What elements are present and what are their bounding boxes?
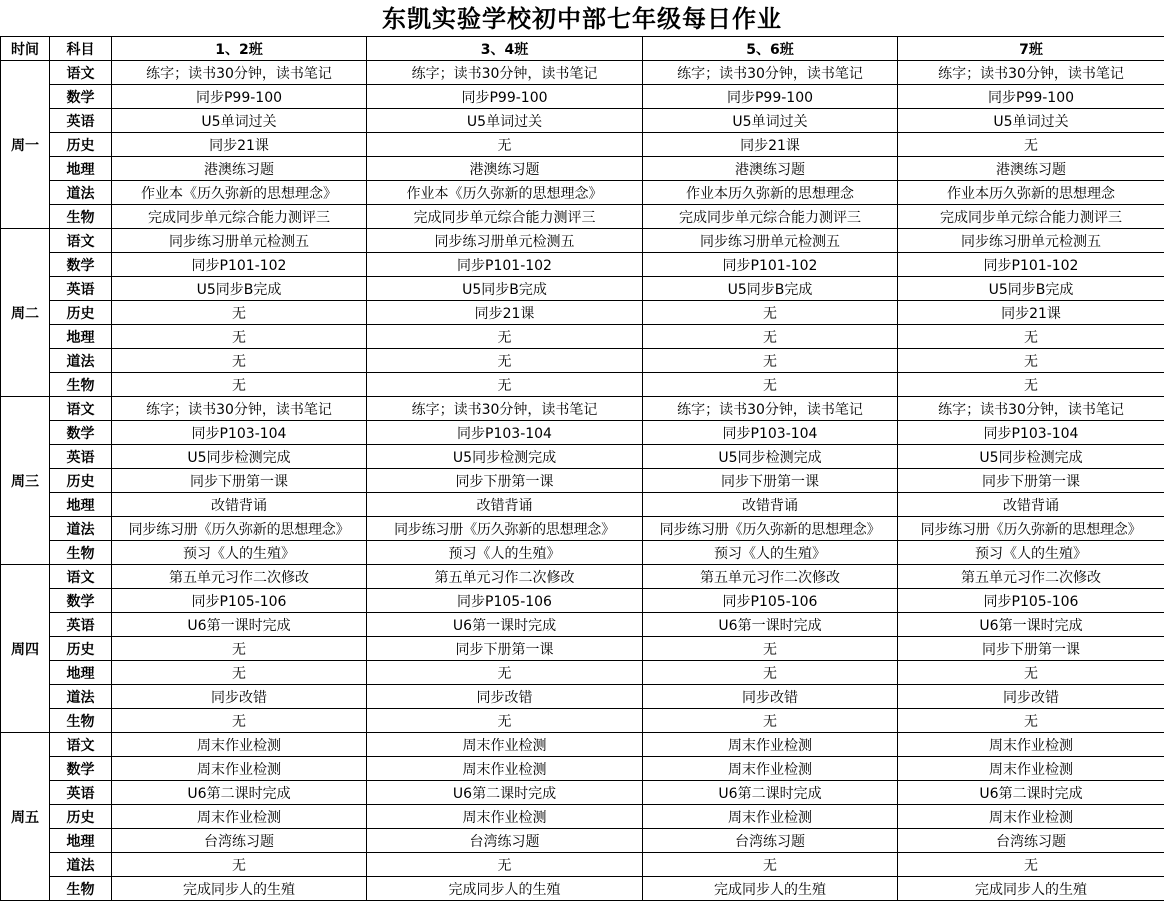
homework-cell: U5同步B完成	[112, 277, 367, 301]
homework-cell: 无	[112, 349, 367, 373]
table-row	[1, 181, 1164, 205]
homework-cell: 练字；读书30分钟，读书笔记	[898, 397, 1164, 421]
homework-cell: 无	[898, 349, 1164, 373]
day-label: 周四	[1, 565, 50, 733]
homework-cell: 同步练习册《历久弥新的思想理念》	[898, 517, 1164, 541]
homework-cell: 无	[112, 373, 367, 397]
homework-cell: 周末作业检测	[643, 757, 898, 781]
homework-cell: U5同步B完成	[898, 277, 1164, 301]
table-row	[1, 325, 1164, 349]
homework-cell: 无	[643, 301, 898, 325]
homework-cell: 台湾练习题	[643, 829, 898, 853]
homework-cell: U6第二课时完成	[112, 781, 367, 805]
subject-label: 道法	[50, 181, 112, 205]
homework-cell: 作业本历久弥新的思想理念	[643, 181, 898, 205]
homework-cell: 周末作业检测	[367, 757, 643, 781]
subject-label: 数学	[50, 253, 112, 277]
subject-label: 历史	[50, 301, 112, 325]
homework-cell: 无	[367, 325, 643, 349]
table-row	[1, 421, 1164, 445]
homework-cell: 改错背诵	[643, 493, 898, 517]
table-row	[1, 445, 1164, 469]
table-row	[1, 493, 1164, 517]
homework-cell: 无	[367, 853, 643, 877]
table-row	[1, 397, 1164, 421]
homework-cell: 无	[643, 637, 898, 661]
homework-cell: 周末作业检测	[112, 805, 367, 829]
homework-cell: 练字；读书30分钟，读书笔记	[112, 61, 367, 85]
homework-cell: 同步P103-104	[898, 421, 1164, 445]
homework-cell: 预习《人的生殖》	[643, 541, 898, 565]
day-label: 周三	[1, 397, 50, 565]
homework-cell: 预习《人的生殖》	[898, 541, 1164, 565]
homework-cell: 练字；读书30分钟，读书笔记	[898, 61, 1164, 85]
homework-cell: 同步下册第一课	[643, 469, 898, 493]
homework-cell: 练字；读书30分钟，读书笔记	[367, 397, 643, 421]
homework-cell: 同步练习册《历久弥新的思想理念》	[367, 517, 643, 541]
homework-cell: 同步练习册《历久弥新的思想理念》	[112, 517, 367, 541]
table-row	[1, 469, 1164, 493]
subject-label: 数学	[50, 421, 112, 445]
table-row	[1, 157, 1164, 181]
subject-label: 语文	[50, 733, 112, 757]
subject-label: 生物	[50, 877, 112, 901]
homework-cell: 作业本《历久弥新的思想理念》	[112, 181, 367, 205]
subject-label: 英语	[50, 613, 112, 637]
homework-cell: U6第一课时完成	[898, 613, 1164, 637]
homework-cell: 无	[112, 661, 367, 685]
table-row	[1, 517, 1164, 541]
homework-cell: 完成同步人的生殖	[112, 877, 367, 901]
homework-cell: 练字；读书30分钟，读书笔记	[367, 61, 643, 85]
homework-cell: 无	[112, 325, 367, 349]
subject-label: 生物	[50, 373, 112, 397]
homework-cell: U5单词过关	[112, 109, 367, 133]
homework-cell: U5同步检测完成	[898, 445, 1164, 469]
header-time: 时间	[1, 37, 50, 61]
homework-cell: 无	[112, 853, 367, 877]
subject-label: 英语	[50, 277, 112, 301]
homework-cell: 同步P101-102	[643, 253, 898, 277]
homework-cell: 台湾练习题	[112, 829, 367, 853]
subject-label: 生物	[50, 205, 112, 229]
subject-label: 道法	[50, 349, 112, 373]
homework-cell: 无	[898, 661, 1164, 685]
homework-cell: 无	[367, 709, 643, 733]
homework-cell: 同步下册第一课	[367, 469, 643, 493]
header-class-5-6: 5、6班	[643, 37, 898, 61]
homework-cell: 无	[898, 709, 1164, 733]
homework-cell: 港澳练习题	[367, 157, 643, 181]
homework-cell: 无	[643, 325, 898, 349]
subject-label: 生物	[50, 541, 112, 565]
homework-cell: 同步P105-106	[643, 589, 898, 613]
homework-cell: 预习《人的生殖》	[367, 541, 643, 565]
homework-table	[0, 36, 1164, 901]
homework-cell: 同步下册第一课	[898, 469, 1164, 493]
homework-cell: 作业本历久弥新的思想理念	[898, 181, 1164, 205]
subject-label: 数学	[50, 757, 112, 781]
homework-cell: 无	[898, 133, 1164, 157]
homework-cell: 同步21课	[898, 301, 1164, 325]
homework-cell: 改错背诵	[898, 493, 1164, 517]
subject-label: 英语	[50, 109, 112, 133]
homework-cell: 作业本《历久弥新的思想理念》	[367, 181, 643, 205]
table-row	[1, 61, 1164, 85]
homework-cell: 第五单元习作二次修改	[898, 565, 1164, 589]
table-row	[1, 877, 1164, 901]
subject-label: 地理	[50, 661, 112, 685]
table-row	[1, 637, 1164, 661]
homework-cell: 第五单元习作二次修改	[112, 565, 367, 589]
subject-label: 地理	[50, 829, 112, 853]
homework-cell: 同步下册第一课	[112, 469, 367, 493]
homework-cell: 台湾练习题	[898, 829, 1164, 853]
homework-cell: 第五单元习作二次修改	[643, 565, 898, 589]
homework-body	[1, 61, 1164, 901]
homework-cell: 无	[112, 637, 367, 661]
homework-cell: 台湾练习题	[367, 829, 643, 853]
day-label: 周五	[1, 733, 50, 901]
homework-cell: U6第一课时完成	[112, 613, 367, 637]
day-label: 周一	[1, 61, 50, 229]
table-row	[1, 805, 1164, 829]
table-row	[1, 781, 1164, 805]
table-row	[1, 541, 1164, 565]
homework-cell: 同步P103-104	[643, 421, 898, 445]
subject-label: 历史	[50, 637, 112, 661]
homework-cell: U5同步检测完成	[367, 445, 643, 469]
table-row	[1, 229, 1164, 253]
homework-cell: 第五单元习作二次修改	[367, 565, 643, 589]
table-row	[1, 85, 1164, 109]
homework-cell: 周末作业检测	[643, 733, 898, 757]
homework-cell: U5同步B完成	[367, 277, 643, 301]
homework-cell: 同步P105-106	[367, 589, 643, 613]
homework-cell: 同步P105-106	[898, 589, 1164, 613]
homework-cell: 周末作业检测	[112, 757, 367, 781]
table-row	[1, 757, 1164, 781]
homework-cell: 完成同步单元综合能力测评三	[367, 205, 643, 229]
homework-cell: 港澳练习题	[898, 157, 1164, 181]
table-row	[1, 589, 1164, 613]
homework-cell: 无	[898, 373, 1164, 397]
table-row	[1, 301, 1164, 325]
page-title: 东凯实验学校初中部七年级每日作业	[382, 4, 782, 33]
homework-cell: 改错背诵	[367, 493, 643, 517]
homework-cell: 同步21课	[643, 133, 898, 157]
homework-cell: 同步改错	[643, 685, 898, 709]
homework-cell: 同步改错	[898, 685, 1164, 709]
homework-cell: U5同步B完成	[643, 277, 898, 301]
header-class-3-4: 3、4班	[367, 37, 643, 61]
homework-cell: 完成同步单元综合能力测评三	[898, 205, 1164, 229]
table-row	[1, 853, 1164, 877]
homework-cell: U5单词过关	[367, 109, 643, 133]
homework-cell: 同步练习册单元检测五	[367, 229, 643, 253]
homework-cell: 练字；读书30分钟，读书笔记	[112, 397, 367, 421]
homework-cell: 同步P101-102	[367, 253, 643, 277]
table-row	[1, 109, 1164, 133]
header-class-1-2: 1、2班	[112, 37, 367, 61]
homework-cell: 同步练习册单元检测五	[898, 229, 1164, 253]
homework-cell: 同步21课	[112, 133, 367, 157]
subject-label: 地理	[50, 493, 112, 517]
homework-cell: 周末作业检测	[898, 733, 1164, 757]
table-row	[1, 709, 1164, 733]
homework-cell: 同步练习册单元检测五	[112, 229, 367, 253]
homework-cell: 无	[898, 853, 1164, 877]
table-row	[1, 685, 1164, 709]
subject-label: 历史	[50, 133, 112, 157]
table-row	[1, 349, 1164, 373]
subject-label: 历史	[50, 469, 112, 493]
homework-cell: 周末作业检测	[112, 733, 367, 757]
homework-cell: 同步改错	[112, 685, 367, 709]
homework-cell: 完成同步人的生殖	[367, 877, 643, 901]
subject-label: 历史	[50, 805, 112, 829]
subject-label: 数学	[50, 85, 112, 109]
homework-cell: 无	[643, 373, 898, 397]
homework-cell: 无	[367, 349, 643, 373]
homework-cell: 改错背诵	[112, 493, 367, 517]
table-row	[1, 661, 1164, 685]
homework-cell: 无	[367, 133, 643, 157]
homework-cell: 港澳练习题	[643, 157, 898, 181]
homework-cell: U6第一课时完成	[643, 613, 898, 637]
homework-cell: U6第二课时完成	[898, 781, 1164, 805]
homework-cell: 完成同步单元综合能力测评三	[112, 205, 367, 229]
table-row	[1, 829, 1164, 853]
header-subject: 科目	[50, 37, 112, 61]
homework-cell: U5同步检测完成	[112, 445, 367, 469]
homework-cell: 练字；读书30分钟，读书笔记	[643, 397, 898, 421]
subject-label: 语文	[50, 229, 112, 253]
homework-cell: U6第一课时完成	[367, 613, 643, 637]
day-label: 周二	[1, 229, 50, 397]
table-row	[1, 253, 1164, 277]
homework-cell: 无	[898, 325, 1164, 349]
homework-cell: 完成同步单元综合能力测评三	[643, 205, 898, 229]
table-row	[1, 733, 1164, 757]
homework-cell: 完成同步人的生殖	[643, 877, 898, 901]
homework-cell: U5同步检测完成	[643, 445, 898, 469]
homework-cell: 周末作业检测	[367, 733, 643, 757]
table-row	[1, 133, 1164, 157]
homework-cell: U5单词过关	[643, 109, 898, 133]
homework-cell: 同步P99-100	[112, 85, 367, 109]
homework-cell: 周末作业检测	[367, 805, 643, 829]
homework-cell: 无	[367, 661, 643, 685]
homework-cell: 同步P99-100	[367, 85, 643, 109]
homework-cell: 完成同步人的生殖	[898, 877, 1164, 901]
subject-label: 语文	[50, 565, 112, 589]
homework-cell: 同步P101-102	[898, 253, 1164, 277]
subject-label: 数学	[50, 589, 112, 613]
homework-cell: 同步P99-100	[643, 85, 898, 109]
homework-cell: 同步P103-104	[367, 421, 643, 445]
subject-label: 英语	[50, 445, 112, 469]
homework-cell: 同步下册第一课	[367, 637, 643, 661]
homework-cell: 无	[643, 661, 898, 685]
table-row	[1, 613, 1164, 637]
subject-label: 语文	[50, 397, 112, 421]
homework-cell: 同步练习册《历久弥新的思想理念》	[643, 517, 898, 541]
homework-cell: 同步改错	[367, 685, 643, 709]
subject-label: 语文	[50, 61, 112, 85]
subject-label: 英语	[50, 781, 112, 805]
table-row	[1, 205, 1164, 229]
subject-label: 道法	[50, 685, 112, 709]
homework-cell: 港澳练习题	[112, 157, 367, 181]
table-row	[1, 565, 1164, 589]
subject-label: 地理	[50, 157, 112, 181]
homework-cell: 无	[643, 709, 898, 733]
homework-cell: U6第二课时完成	[643, 781, 898, 805]
homework-cell: 同步下册第一课	[898, 637, 1164, 661]
homework-cell: U5单词过关	[898, 109, 1164, 133]
header-row	[1, 37, 1164, 61]
header-class-7: 7班	[898, 37, 1164, 61]
subject-label: 生物	[50, 709, 112, 733]
homework-cell: 同步练习册单元检测五	[643, 229, 898, 253]
homework-cell: 周末作业检测	[643, 805, 898, 829]
homework-cell: U6第二课时完成	[367, 781, 643, 805]
homework-cell: 无	[643, 349, 898, 373]
homework-cell: 无	[112, 709, 367, 733]
table-row	[1, 373, 1164, 397]
subject-label: 地理	[50, 325, 112, 349]
homework-cell: 预习《人的生殖》	[112, 541, 367, 565]
homework-cell: 练字；读书30分钟，读书笔记	[643, 61, 898, 85]
homework-cell: 同步P103-104	[112, 421, 367, 445]
homework-cell: 同步P101-102	[112, 253, 367, 277]
homework-cell: 同步P99-100	[898, 85, 1164, 109]
homework-cell: 无	[367, 373, 643, 397]
homework-cell: 周末作业检测	[898, 757, 1164, 781]
homework-cell: 无	[112, 301, 367, 325]
subject-label: 道法	[50, 517, 112, 541]
subject-label: 道法	[50, 853, 112, 877]
table-row	[1, 277, 1164, 301]
homework-cell: 周末作业检测	[898, 805, 1164, 829]
homework-cell: 同步21课	[367, 301, 643, 325]
homework-cell: 无	[643, 853, 898, 877]
homework-cell: 同步P105-106	[112, 589, 367, 613]
